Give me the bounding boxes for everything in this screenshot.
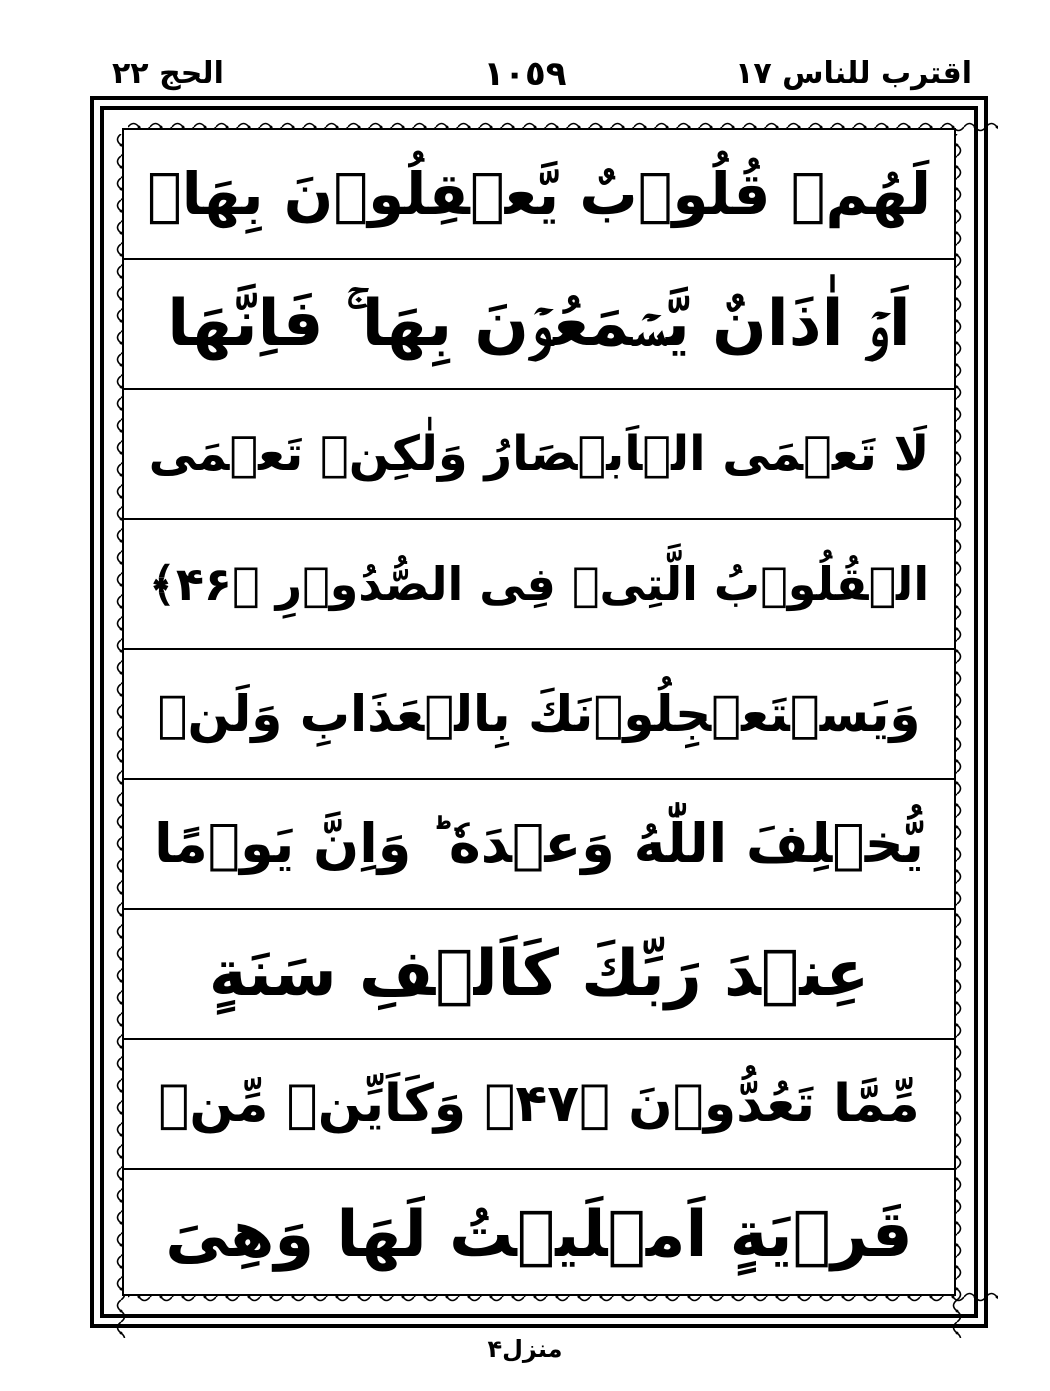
verse-line: [124, 390, 954, 520]
verse-line: [124, 130, 954, 260]
verse-text: لَهُمۡ قُلُوۡبٌ يَّعۡقِلُوۡنَ بِهَاۤ: [146, 160, 932, 228]
verse-line: [124, 1040, 954, 1170]
verse-line: [124, 780, 954, 910]
verse-text: وَيَسۡتَعۡجِلُوۡنَكَ بِالۡعَذَابِ وَلَنۡ: [157, 685, 921, 743]
verse-line: [124, 520, 954, 650]
verse-panel: [122, 128, 956, 1296]
manzil-label: منزل۴: [487, 1335, 563, 1363]
surah-name: الحج ٢٢: [112, 56, 224, 91]
verse-text: لَا تَعۡمَى الۡاَبۡصَارُ وَلٰكِنۡ تَعۡمَى: [148, 426, 930, 482]
verse-text: عِنۡدَ رَبِّكَ كَاَلۡفِ سَنَةٍ: [208, 937, 870, 1011]
page-frame: [90, 96, 988, 1328]
verse-text: مِّمَّا تَعُدُّوۡنَ ﴿۴۷﴾ وَكَاَيِّنۡ مِّنۡ: [158, 1074, 920, 1134]
page-header: [0, 52, 1050, 102]
juz-name: اقترب للناس ١٧: [735, 56, 972, 91]
page-number: ١٠٥٩: [483, 54, 567, 94]
verse-line: [124, 1170, 954, 1300]
verse-text: اَوۡ اٰذَانٌ يَّسۡمَعُوۡنَ بِهَا ۚ فَاِنَّهَا: [167, 287, 911, 361]
verse-line: [124, 910, 954, 1040]
verse-line: [124, 260, 954, 390]
verse-line: [124, 650, 954, 780]
verse-text: يُّخۡلِفَ اللّٰهُ وَعۡدَهٗ ؕ وَاِنَّ يَوۡمًا: [154, 812, 924, 875]
verse-text: الۡقُلُوۡبُ الَّتِىۡ فِى الصُّدُوۡرِ ﴿۴۶﴾: [148, 557, 930, 611]
verse-text: قَرۡيَةٍ اَمۡلَيۡتُ لَهَا وَهِىَ: [165, 1198, 913, 1272]
